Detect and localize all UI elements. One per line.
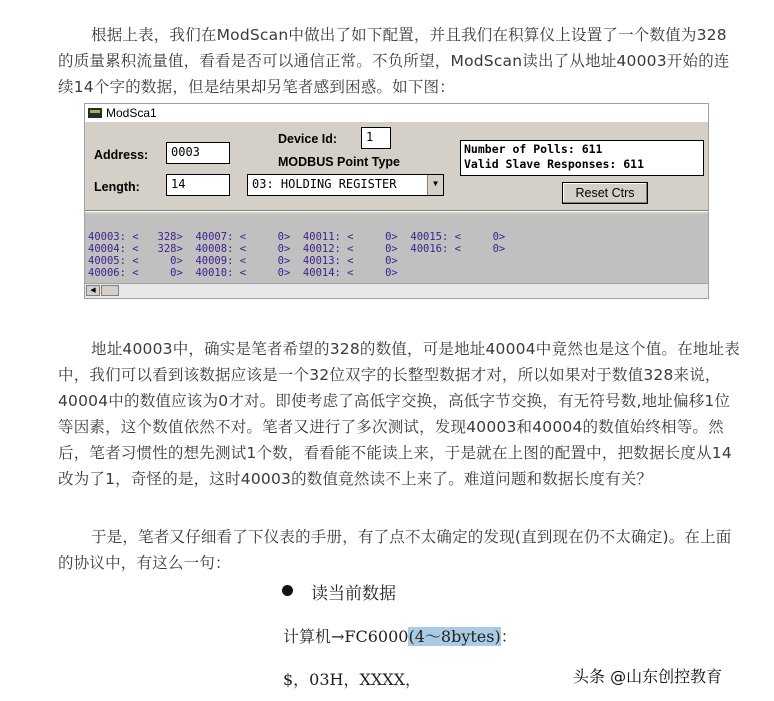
intro-paragraph	[58, 22, 740, 100]
data-row: 40005: < 0> 40009: < 0> 40013: < 0>	[88, 255, 398, 267]
horizontal-scrollbar[interactable]	[85, 283, 708, 298]
register-data-panel	[85, 214, 708, 286]
protocol-heading: 读当前数据	[311, 584, 396, 604]
address-field[interactable]: 0003	[166, 142, 230, 164]
poll-status-box	[460, 140, 704, 176]
length-field[interactable]: 14	[166, 174, 230, 196]
modscan-titlebar	[85, 104, 708, 122]
manual-paragraph	[58, 524, 740, 576]
data-row: 40006: < 0> 40010: < 0> 40014: < 0>	[88, 267, 398, 279]
point-type-label: MODBUS Point Type	[278, 155, 400, 169]
point-type-value: 03: HOLDING REGISTER	[252, 177, 397, 191]
valid-responses: Valid Slave Responses: 611	[464, 157, 645, 171]
window-title: ModSca1	[106, 106, 157, 120]
scroll-left-icon[interactable]: ◀	[86, 285, 100, 296]
point-type-select[interactable]	[247, 174, 444, 196]
dropdown-arrow-icon[interactable]: ▼	[427, 175, 443, 195]
analysis-text: 地址40003中，确实是笔者希望的328的数值，可是地址40004中竟然也是这个值。在地址表中，我们可以看到该数据应该是一个32位双字的长整型数据才对，所以如果对于数值328来说，40004中的数值应该为0才对。即使考虑了高低字交换，高低字节交换，有无符号数,地址偏移1位等因素，这个数值依然不对。笔者又进行了多次测试，发现40003和40004的数值始终相等。然后，笔者习惯性的想先测试1个数，看看能不能读上来，于是就在上图的配置中，把数据长度从14改为了1，奇怪的是，这时40003的数值竟然读不上来了。难道问题和数据长度有关？	[58, 340, 740, 488]
watermark: 头条 @山东创控教育	[573, 667, 723, 686]
app-icon	[88, 108, 102, 118]
protocol-colon: ：	[500, 627, 517, 646]
manual-text: 于是，笔者又仔细看了下仪表的手册，有了点不太确定的发现(直到现在仍不太确定)。在上面的协议中，有这么一句：	[58, 528, 732, 572]
reset-counters-button[interactable]: Reset Ctrs	[562, 182, 648, 204]
address-label: Address:	[94, 148, 149, 162]
bullet-icon	[282, 585, 293, 596]
protocol-line-1	[283, 624, 517, 647]
device-id-field[interactable]: 1	[361, 127, 391, 149]
divider	[85, 210, 708, 212]
protocol-line-2: $，03H，XXXX，	[283, 670, 422, 689]
length-label: Length:	[94, 180, 140, 194]
modscan-window	[84, 103, 709, 299]
data-row: 40003: < 328> 40007: < 0> 40011: < 0> 40015: < 0>	[88, 231, 506, 243]
scroll-thumb[interactable]	[101, 285, 119, 296]
intro-text: 根据上表，我们在ModScan中做出了如下配置，并且我们在积算仪上设置了一个数值为328的质量累积流量值，看看是否可以通信正常。不负所望，ModScan读出了从地址40003开始的连续14个字的数据，但是结果却另笔者感到困惑。如下图：	[58, 26, 730, 96]
polls-count: Number of Polls: 611	[464, 142, 603, 156]
data-row: 40004: < 328> 40008: < 0> 40012: < 0> 40016: < 0>	[88, 243, 506, 255]
device-id-label: Device Id:	[278, 132, 338, 146]
highlighted-bytes: (4～8bytes)	[408, 627, 501, 646]
protocol-command: 计算机→FC6000	[283, 627, 409, 646]
analysis-paragraph	[58, 336, 740, 492]
